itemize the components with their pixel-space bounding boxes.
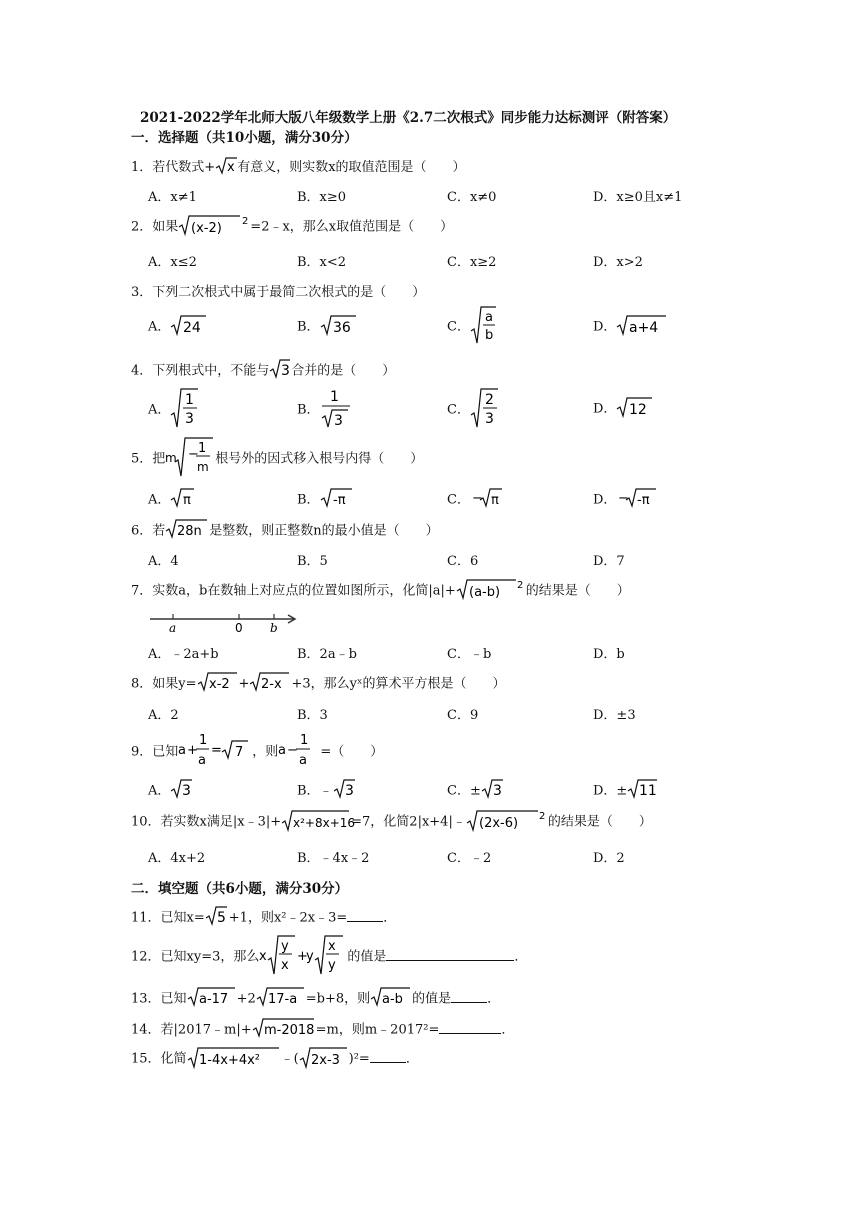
answer-blank-14[interactable] xyxy=(439,1021,501,1034)
svg-text:−: − xyxy=(188,447,200,462)
svg-text:(x-2): (x-2) xyxy=(191,221,223,236)
svg-text:11: 11 xyxy=(639,783,658,799)
option-9a[interactable]: A． 3 xyxy=(148,779,194,803)
svg-text:5: 5 xyxy=(216,910,226,926)
svg-text:2: 2 xyxy=(484,392,494,408)
option-4b[interactable]: B． 1 3 xyxy=(297,387,352,433)
option-5b[interactable]: B． -π xyxy=(297,488,354,512)
question-4: 4．下列根式中，不能与 3 合并的是（ ） xyxy=(131,359,395,383)
option-6c[interactable]: C．6 xyxy=(447,554,479,569)
question-5: 5．把 m − 1 m 根号外的因式移入根号内得（ ） xyxy=(131,436,423,482)
svg-text:2-x: 2-x xyxy=(261,677,283,692)
svg-text:y: y xyxy=(328,958,337,973)
svg-text:3: 3 xyxy=(333,413,343,429)
svg-text:17-a: 17-a xyxy=(267,992,297,1007)
option-7c[interactable]: C．﹣b xyxy=(447,647,492,662)
svg-text:a: a xyxy=(198,753,207,768)
svg-text:a: a xyxy=(178,743,187,758)
svg-text:3: 3 xyxy=(182,783,192,799)
option-4c[interactable]: C． 2 3 xyxy=(447,387,500,433)
option-1d[interactable]: D．x≥0且x≠1 xyxy=(593,190,683,205)
question-12: 12．已知xy=3，那么 x y x + y x y 的值是 ． xyxy=(131,934,527,980)
radical xyxy=(215,157,237,179)
svg-text:a-b: a-b xyxy=(382,992,404,1007)
svg-text:b: b xyxy=(484,328,494,343)
option-10a[interactable]: A．4x+2 xyxy=(148,851,206,866)
svg-text:1-4x+4x²: 1-4x+4x² xyxy=(198,1053,260,1068)
question-11: 11．已知x= 5 +1，则x²﹣2x﹣3= ． xyxy=(131,906,396,930)
svg-text:2: 2 xyxy=(516,580,524,591)
answer-blank-13[interactable] xyxy=(451,990,487,1003)
svg-text:3: 3 xyxy=(344,783,354,799)
svg-text:x-2: x-2 xyxy=(208,677,230,692)
number-line-label-b: b xyxy=(270,621,278,635)
svg-text:−: − xyxy=(287,743,299,758)
option-6d[interactable]: D．7 xyxy=(593,554,625,569)
svg-text:a: a xyxy=(484,310,493,325)
svg-text:7: 7 xyxy=(235,745,244,760)
question-10: 10．若实数x满足|x﹣3|+ x²+8x+16 =7，化简2|x+4|﹣ (2x-6) 2 的结果是（ ） xyxy=(131,811,652,831)
option-8c[interactable]: C．9 xyxy=(447,708,479,723)
svg-text:3: 3 xyxy=(492,783,502,799)
question-8: 8．如果y= x-2 + 2-x +3，那么yˣ的算术平方根是（ ） xyxy=(131,672,505,696)
svg-text:m-2018: m-2018 xyxy=(263,1023,315,1038)
svg-text:-π: -π xyxy=(637,493,650,508)
option-10d[interactable]: D．2 xyxy=(593,851,625,866)
svg-text:2: 2 xyxy=(242,216,249,227)
question-6: 6．若 28n 是整数，则正整数n的最小值是（ ） xyxy=(131,519,439,543)
svg-text:(2x-6): (2x-6) xyxy=(478,816,518,831)
svg-text:2: 2 xyxy=(538,811,546,822)
option-6b[interactable]: B．5 xyxy=(297,554,328,569)
svg-text:(a-b): (a-b) xyxy=(468,585,500,600)
svg-text:y: y xyxy=(281,939,290,954)
option-2a[interactable]: A．x≤2 xyxy=(148,255,197,270)
svg-text:1: 1 xyxy=(329,389,339,405)
question-13: 13．已知 a-17 +2 17-a =b+8，则 a-b 的值是 ． xyxy=(131,987,500,1011)
svg-text:x²+8x+16: x²+8x+16 xyxy=(293,816,356,830)
option-8d[interactable]: D．±3 xyxy=(593,708,636,723)
svg-text:m: m xyxy=(197,460,209,474)
svg-text:1: 1 xyxy=(185,392,195,408)
svg-text:36: 36 xyxy=(332,320,351,336)
svg-text:1: 1 xyxy=(199,733,208,748)
svg-text:3: 3 xyxy=(281,363,291,379)
svg-text:1: 1 xyxy=(300,733,309,748)
option-3a[interactable]: A． 24 xyxy=(148,314,208,340)
section-heading-fill: 二．填空题（共6小题，满分30分） xyxy=(131,881,349,897)
option-10c[interactable]: C．﹣2 xyxy=(447,851,492,866)
question-1: 1．若代数式+ x 有意义，则实数x的取值范围是（ ） xyxy=(131,156,466,179)
answer-blank-12[interactable] xyxy=(386,948,514,961)
option-4a[interactable]: A． 1 3 xyxy=(148,387,200,433)
number-line xyxy=(148,610,298,634)
option-5c[interactable]: C． − π xyxy=(447,488,504,512)
svg-text:2x-3: 2x-3 xyxy=(310,1053,340,1068)
radical xyxy=(178,214,250,240)
option-7a[interactable]: A．﹣2a+b xyxy=(148,647,219,662)
number-line-label-a: a xyxy=(169,621,177,635)
option-9c[interactable]: C．± 3 xyxy=(447,779,505,803)
option-6a[interactable]: A．4 xyxy=(148,554,179,569)
svg-text:x: x xyxy=(259,949,268,964)
svg-text:a+4: a+4 xyxy=(629,320,659,336)
svg-text:x: x xyxy=(227,159,235,175)
option-8b[interactable]: B．3 xyxy=(297,708,328,723)
svg-text:28n: 28n xyxy=(177,524,203,539)
svg-text:+: + xyxy=(187,743,199,758)
svg-text:-π: -π xyxy=(332,493,346,508)
option-1c[interactable]: C．x≠0 xyxy=(447,190,497,205)
svg-text:x: x xyxy=(281,958,290,973)
svg-text:π: π xyxy=(490,493,499,508)
question-2: 2．如果 (x-2) 2 =2﹣x，那么x取值范围是（ ） xyxy=(131,214,453,240)
answer-blank-11[interactable] xyxy=(347,909,383,922)
option-4d[interactable]: D． 12 xyxy=(593,396,654,422)
svg-text:1: 1 xyxy=(198,441,207,456)
svg-text:+: + xyxy=(297,949,309,964)
option-7d[interactable]: D．b xyxy=(593,647,625,662)
option-3d[interactable]: D． a+4 xyxy=(593,314,668,340)
option-8a[interactable]: A．2 xyxy=(148,708,179,723)
option-9b[interactable]: B．﹣ 3 xyxy=(297,779,357,803)
answer-blank-15[interactable] xyxy=(370,1050,406,1063)
option-2d[interactable]: D．x>2 xyxy=(593,255,643,270)
number-line-label-0: 0 xyxy=(235,621,243,635)
option-1b[interactable]: B．x≥0 xyxy=(297,190,347,205)
question-9: 9．已知 a + 1 a = 7 ，则 a − 1 a =（ ） xyxy=(131,733,384,768)
svg-text:a-17: a-17 xyxy=(198,992,228,1007)
question-14: 14．若|2017﹣m|+ m-2018 =m，则m﹣2017²= ． xyxy=(131,1018,514,1042)
option-3b[interactable]: B． 36 xyxy=(297,314,358,340)
question-15: 15．化简 1-4x+4x² ﹣( 2x-3 )²= ． xyxy=(131,1045,419,1073)
svg-text:x: x xyxy=(328,939,337,954)
section-heading-choice: 一．选择题（共10小题，满分30分） xyxy=(131,130,358,146)
option-9d[interactable]: D．± 11 xyxy=(593,779,659,803)
svg-text:a: a xyxy=(278,743,287,758)
svg-text:3: 3 xyxy=(484,411,494,427)
svg-text:−: − xyxy=(618,491,630,506)
svg-text:m: m xyxy=(165,451,177,465)
svg-text:12: 12 xyxy=(629,402,648,418)
svg-text:y: y xyxy=(306,949,315,964)
svg-text:=: = xyxy=(211,743,223,758)
svg-text:−: − xyxy=(471,491,483,506)
question-7: 7．实数a，b在数轴上对应点的位置如图所示，化简|a|+ (a-b) 2 的结果是（ ） xyxy=(131,580,630,600)
svg-text:a: a xyxy=(299,753,308,768)
option-2c[interactable]: C．x≥2 xyxy=(447,255,497,270)
svg-text:π: π xyxy=(183,493,192,508)
option-5d[interactable]: D． − -π xyxy=(593,488,658,512)
option-2b[interactable]: B．x<2 xyxy=(297,255,347,270)
svg-text:24: 24 xyxy=(183,320,202,336)
page-title: 2021-2022学年北师大版八年级数学上册《2.7二次根式》同步能力达标测评（附答案） xyxy=(140,110,677,126)
option-7b[interactable]: B．2a﹣b xyxy=(297,647,357,662)
option-3c[interactable]: C． a b xyxy=(447,305,498,349)
option-5a[interactable]: A． π xyxy=(148,488,196,512)
question-3: 3．下列二次根式中属于最简二次根式的是（ ） xyxy=(131,285,426,300)
option-1a[interactable]: A．x≠1 xyxy=(148,190,197,205)
option-10b[interactable]: B．﹣4x﹣2 xyxy=(297,851,370,866)
svg-text:3: 3 xyxy=(185,411,195,427)
